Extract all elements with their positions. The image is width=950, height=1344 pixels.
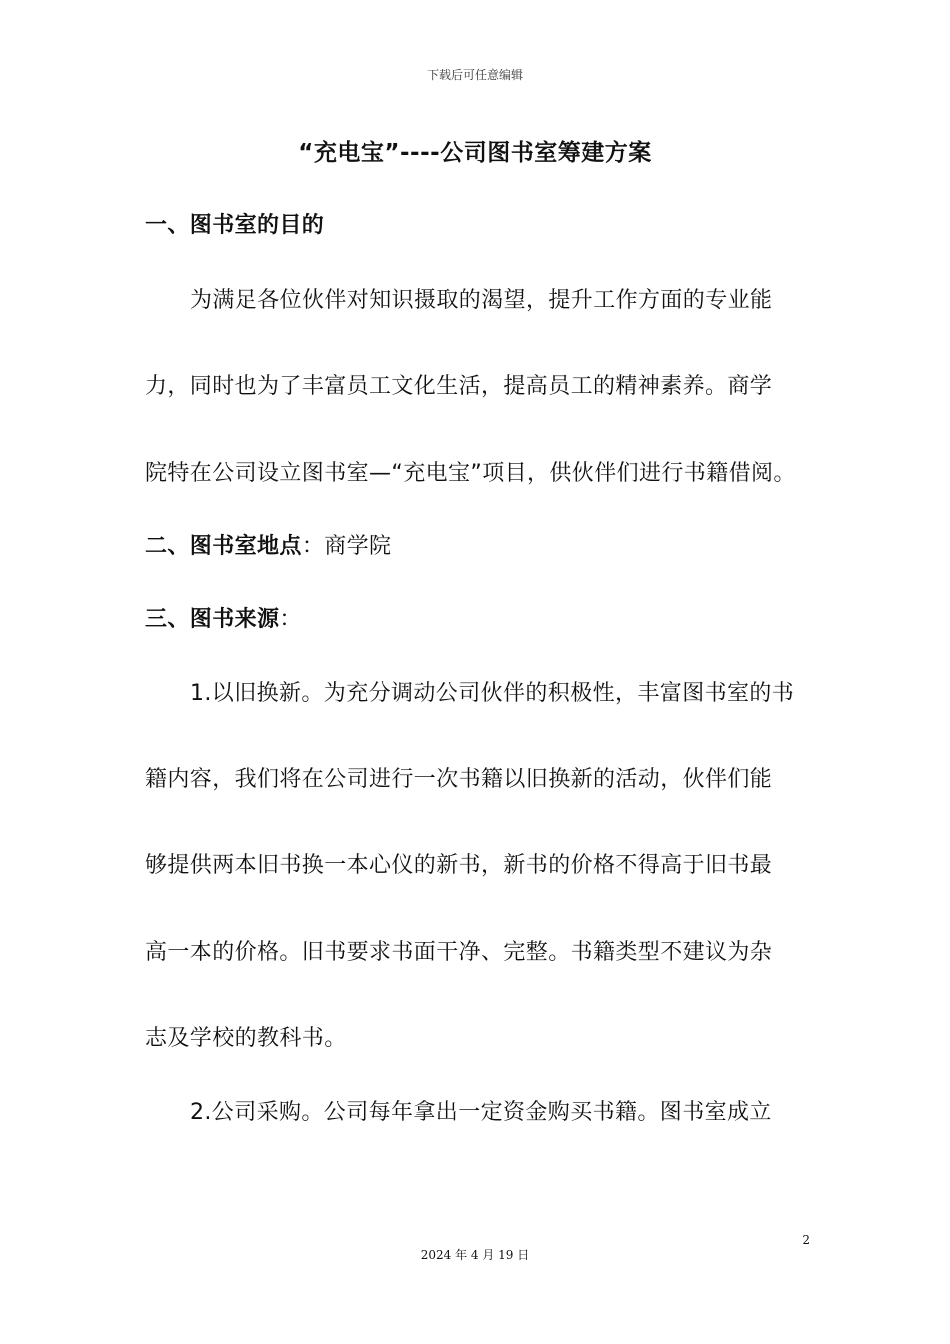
- section-heading-sources: [145, 602, 805, 633]
- document-title: “充电宝”----公司图书室筹建方案: [298, 140, 652, 166]
- section-heading-location-label: 二、图书室地点: [145, 534, 302, 559]
- section-heading-location: [145, 529, 805, 560]
- paragraph-line: 力，同时也为了丰富员工文化生活，提高员工的精神素养。商学: [145, 374, 773, 399]
- paragraph-line: 院特在公司设立图书室—“充电宝”项目，供伙伴们进行书籍借阅。: [145, 461, 796, 486]
- paragraph-line: 籍内容，我们将在公司进行一次书籍以旧换新的活动，伙伴们能: [145, 767, 773, 792]
- page-header-note: 下载后可任意编辑: [426, 68, 523, 82]
- paragraph-line: 高一本的价格。旧书要求书面干净、完整。书籍类型不建议为杂: [145, 940, 773, 965]
- paragraph-line: 1.以旧换新。为充分调动公司伙伴的积极性，丰富图书室的书: [190, 681, 795, 706]
- paragraph-line: 为满足各位伙伴对知识摄取的渴望，提升工作方面的专业能: [190, 288, 773, 313]
- page-number: 2: [802, 1233, 810, 1247]
- paragraph-line: 2.公司采购。公司每年拿出一定资金购买书籍。图书室成立: [190, 1100, 772, 1125]
- section-heading-sources-label: 三、图书来源: [145, 607, 280, 632]
- section-heading-purpose: 一、图书室的目的: [145, 213, 325, 238]
- location-value: ：商学院: [301, 534, 392, 559]
- heading-colon: ：: [279, 607, 302, 632]
- paragraph-line: 够提供两本旧书换一本心仪的新书，新书的价格不得高于旧书最: [145, 853, 773, 878]
- paragraph-line: 志及学校的教科书。: [145, 1026, 347, 1051]
- footer-date: 2024 年 4 月 19 日: [420, 1248, 530, 1262]
